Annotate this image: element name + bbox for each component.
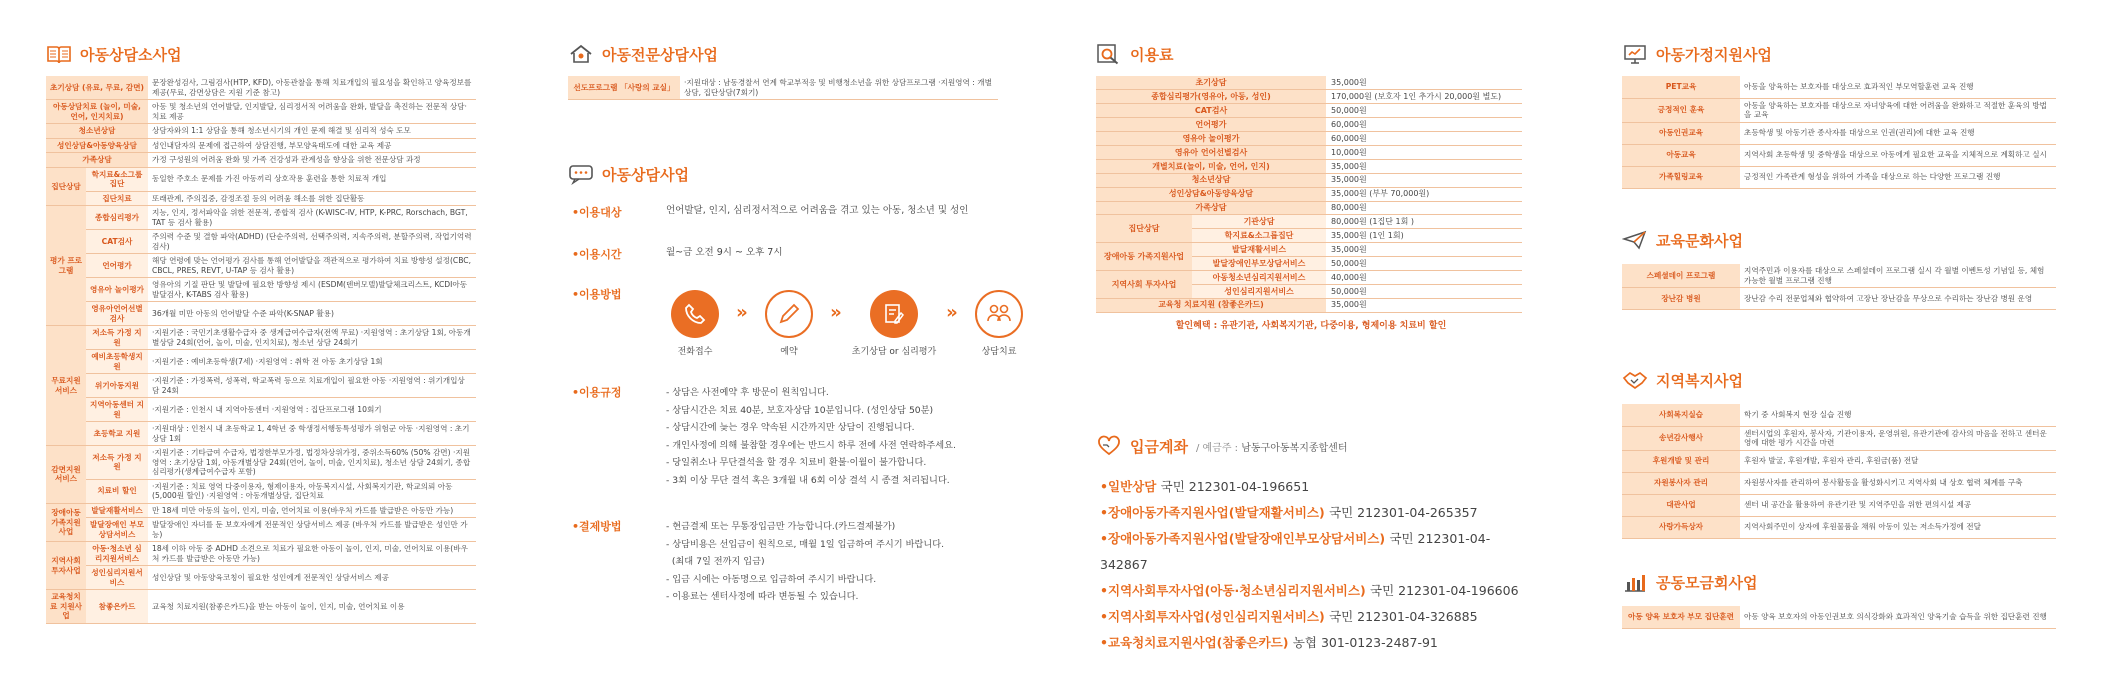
fee-amount: 50,000원 [1326,104,1522,118]
fee-amount: 170,000원 (보호자 1인 추가시 20,000원 별도) [1326,90,1522,104]
rules-list [666,384,956,490]
fee-category: 가족상담 [1096,201,1326,215]
list-item: - 이용료는 센터사정에 따라 변동될 수 있습니다. [666,591,859,603]
section-title: 이용료 [1130,45,1174,64]
account-item [1100,578,1530,604]
row-category: 장애아동 가족지원 사업 [46,503,86,542]
fee-amount: 80,000원 [1326,201,1522,215]
fee-row [1096,187,1522,201]
fee-row [1096,76,1522,90]
program-description: 센터 내 공간을 활용하여 유관기관 및 지역주민을 위한 편의시설 제공 [1740,494,2056,516]
fee-amount: 35,000원 [1326,173,1522,187]
row-subcategory: 성인심리지원서비스 [86,566,148,590]
fee-row [1096,145,1522,159]
account-item [1100,526,1530,578]
row-category: 지역사회 투자사업 [46,542,86,590]
payment-list [666,518,944,606]
program-name: 사회복지실습 [1622,404,1740,426]
account-number: 국민 212301-04-196651 [1160,479,1310,494]
row-category: 무료지원 서비스 [46,326,86,446]
fee-subcategory: 아동청소년심리지원서비스 [1192,270,1326,284]
table-row [46,518,476,542]
row-subcategory: 학지료&소그룹집단 [86,167,148,191]
sarang-program-table [568,76,998,100]
fee-row [1096,159,1522,173]
section-title: 입금계좌 [1130,437,1188,456]
row-subcategory: 위기아동지원 [86,374,148,398]
section-title-family [1622,42,2056,66]
process-steps [660,290,1034,357]
section-title-expert-counseling [568,42,1008,66]
table-row [46,124,476,139]
row-description: 상담자와의 1:1 상담을 통해 청소년시기의 개인 문제 해결 및 심리적 성숙 도모 [148,124,476,139]
use-method-key: •이용방법 [572,288,622,301]
fee-category: CAT검사 [1096,104,1326,118]
fee-amount: 35,000원 [1326,76,1522,90]
fee-amount: 50,000원 [1326,257,1522,271]
row-subcategory: 집단치료 [86,191,148,206]
row-subcategory: CAT검사 [86,230,148,254]
section-title: 아동상담소사업 [80,45,182,64]
row-description: ·지원대상 : 인천시 내 초등학교 1, 4학년 중 학생정서행동특성평가 위험군 아동 ·지원영역 : 초기상담 1회 [148,422,476,446]
table-row [1622,516,2056,538]
row-description: 18세 이하 아동 중 ADHD 소견으로 치료가 필요한 아동이 놀이, 인지, 미술, 언어치료 이용(바우처 카드를 발급받은 아동만 가능) [148,542,476,566]
program-name: PET교육 [1622,76,1740,98]
table-row [1622,288,2056,310]
table-row [46,230,476,254]
row-subcategory: 초등학교 지원 [86,422,148,446]
table-row [1622,144,2056,166]
fee-amount: 40,000원 [1326,270,1522,284]
row-description: 성인내담자의 문제에 접근하여 상담진행, 부모양육태도에 대한 교육 제공 [148,138,476,153]
program-name: 장난감 병원 [1622,288,1740,310]
table-row [46,100,476,124]
fee-row [1096,104,1522,118]
table-row [46,374,476,398]
fee-category: 교육청 치료지원 (참좋은카드) [1096,298,1326,312]
program-name: 송년감사행사 [1622,426,1740,450]
fee-amount: 35,000원 [1326,298,1522,312]
fee-category: 언어평가 [1096,118,1326,132]
fee-amount: 10,000원 [1326,145,1522,159]
account-number: 국민 212301-04-326885 [1329,609,1478,624]
row-subcategory: 저소득 가정 지원 [86,326,148,350]
program-description: 아동을 양육하는 보호자를 대상으로 효과적인 부모역할훈련 교육 진행 [1740,76,2056,98]
row-description: 주의력 수준 및 결함 파악(ADHD) (단순주의력, 선택주의력, 지속주의력, 분할주의력, 작업기억력 검사) [148,230,476,254]
column-family-support [1622,42,2056,681]
program-description: 학기 중 사회복지 현장 실습 진행 [1740,404,2056,426]
step-initial-counseling: 초기상담 or 심리평가 [848,290,940,357]
account-number: 국민 212301-04-342867 [1100,531,1491,572]
row-description: 또래관계, 주의집중, 감정조절 등의 어려움 해소를 위한 집단활동 [148,191,476,206]
document-edit-icon [881,301,907,327]
program-label: 선도프로그램 「사랑의 교실」 [568,76,680,100]
discount-note: 할인혜택 : 유관기관, 사회복지기관, 다중이용, 형제이용 치료비 할인 [1175,320,1447,331]
fee-amount: 35,000원 (부부 70,000원) [1326,187,1522,201]
fee-amount: 60,000원 [1326,118,1522,132]
table-row [46,398,476,422]
paper-plane-icon [1622,229,1648,251]
row-description: 36개월 미만 아동의 언어발달 수준 파악(K-SNAP 활용) [148,302,476,326]
row-description: 만 18세 미만 아동의 놀이, 인지, 미술, 언어치료 이용(바우처 카드를 발급받은 아동만 가능) [148,503,476,518]
section-title: 지역복지사업 [1656,371,1743,390]
row-description: ·지원기준 : 기타급여 수급자, 법정한부모가정, 법정차상위가정, 중위소득60% (50% 감면) ·지원영역 : 초기상담 1회, 아동개별상담 24회(언어, 놀이, 미술, 인지치료), 청소년 상담 24회기, 종합심리평가(생계급여수급자 포함) [148,446,476,480]
row-category: 평가 프로그램 [46,206,86,326]
fee-amount: 80,000원 (1집단 1회 ) [1326,215,1522,229]
row-description: 아동 및 청소년의 언어발달, 인지발달, 심리정서적 어려움을 완화, 발달을 촉진하는 전문적 상담·치료 제공 [148,100,476,124]
program-description: 자원봉사자를 관리하여 봉사활동을 활성화시키고 지역사회 내 상호 협력 체계를 구축 [1740,472,2056,494]
row-description: 동일한 주호소 문제를 가진 아동끼리 상호작용 훈련을 통한 치료적 개입 [148,167,476,191]
fee-amount: 35,000원 (1인 1회) [1326,229,1522,243]
fee-amount: 60,000원 [1326,132,1522,146]
table-row [1622,426,2056,450]
magnifier-icon [1096,43,1122,65]
table-row [1622,264,2056,288]
row-subcategory: 영유아 놀이평가 [86,278,148,302]
list-item: - 상담은 사전예약 후 방문이 원칙입니다. [666,387,829,398]
account-item [1100,500,1530,526]
row-description: ·지원기준 : 가정폭력, 성폭력, 학교폭력 등으로 치료개입이 필요한 아동 ·지원영역 : 위기개입상담 24회 [148,374,476,398]
account-item [1100,474,1530,500]
payment-key: •결제방법 [572,520,622,533]
row-category: 초기상담 (유료, 무료, 감면) [46,76,148,100]
step-reservation: 예약 [754,290,824,357]
program-description: 지역주민과 이용자를 대상으로 스페셜데이 프로그램 실시 각 월별 이벤트성 기념일 등, 체험 가능한 월별 프로그램 진행 [1740,264,2056,288]
fee-amount: 50,000원 [1326,284,1522,298]
list-item: - 상담비용은 선입금이 원칙으로, 매월 1일 입금하여 주시기 바랍니다. [666,538,944,550]
table-row [46,191,476,206]
fundraising-table [1622,606,2056,629]
account-holder: / 예금주 : 남동구아동복지종합센터 [1195,442,1348,454]
account-list [1100,474,1530,656]
fee-amount: 35,000원 [1326,159,1522,173]
fee-category: 성인상담&아동양육상담 [1096,187,1326,201]
table-row [1622,122,2056,144]
use-target-key: •이용대상 [572,206,622,219]
account-number: 농협 301-0123-2487-91 [1292,635,1438,650]
row-description: ·지원기준 : 치료 영역 다중이용자, 형제이용자, 아동복지시설, 사회복지기관, 학교의뢰 아동 (5,000원 할인) ·지원영역 : 아동개별상담, 집단치료 [148,479,476,503]
book-icon [46,43,72,65]
column-fees [1096,42,1526,681]
section-title-fundraising [1622,570,1757,594]
row-subcategory: 예비초등학생지원 [86,350,148,374]
fee-row [1096,132,1522,146]
phone-icon [682,301,708,327]
fee-row [1096,118,1522,132]
list-item: (최대 7일 전까지 입금) [666,556,765,568]
table-row [1622,98,2056,122]
row-description: 발달장애인 자녀를 둔 보호자에게 전문적인 상담서비스 제공 (바우처 카드를 발급받은 성인만 가능) [148,518,476,542]
table-row [46,76,476,100]
account-item [1100,604,1530,630]
program-description: 긍정적인 가족관계 형성을 위하여 가족을 대상으로 하는 다양한 프로그램 진행 [1740,166,2056,188]
account-number: 국민 212301-04-265357 [1329,505,1478,520]
program-name: 가족힐링교육 [1622,166,1740,188]
fee-category: 종합심리평가(영유아, 아동, 성인) [1096,90,1326,104]
table-row [46,566,476,590]
program-name: 사랑가득상자 [1622,516,1740,538]
column-expert-counseling [568,42,1017,681]
program-name: 아동교육 [1622,144,1740,166]
list-item: - 3회 이상 무단 결석 혹은 3개월 내 6회 이상 결석 시 종결 처리됩니다. [666,474,950,486]
row-category: 가족상담 [46,153,148,168]
row-description: 가정 구성원의 어려움 완화 및 가족 건강성과 관계성을 향상을 위한 전문상담 과정 [148,153,476,168]
row-subcategory: 영유아언어선별검사 [86,302,148,326]
list-item: - 입금 시에는 아동명으로 입금하여 주시기 바랍니다. [666,573,877,585]
section-title-child-counseling-project [568,162,689,186]
program-description: 후원자 발굴, 후원개발, 후원자 관리, 후원금(품) 전달 [1740,450,2056,472]
row-description: ·지원기준 : 국민기초생활수급자 중 생계급여수급자(전액 무료) ·지원영역 : 초기상담 1회, 아동개별상담 24회(언어, 놀이, 미술, 인지치료), 청소년 상담 24회기 [148,326,476,350]
fee-row [1096,90,1522,104]
fees-table [1096,76,1522,313]
fee-category: 초기상담 [1096,76,1326,90]
fee-row [1096,173,1522,187]
fee-category: 지역사회 투자사업 [1096,270,1192,298]
fee-category: 집단상담 [1096,215,1192,243]
row-description: 문장완성검사, 그림검사(HTP, KFD), 아동관찰을 통해 치료개입의 필요성을 확인하고 양육정보를 제공(무료, 감면상담은 지원 기준 참고) [148,76,476,100]
program-name: 스페셜데이 프로그램 [1622,264,1740,288]
account-name: •일반상담 [1100,479,1157,494]
house-icon [568,43,594,65]
row-subcategory: 종합심리평가 [86,206,148,230]
row-subcategory: 발달재활서비스 [86,503,148,518]
child-counseling-table [46,76,476,624]
table-row [46,302,476,326]
section-title: 아동전문상담사업 [602,45,718,64]
list-item: - 상담시간에 늦는 경우 약속된 시간까지만 상담이 진행됩니다. [666,422,915,434]
table-row [1622,404,2056,426]
table-row [1622,450,2056,472]
fee-subcategory: 발달재활서비스 [1192,243,1326,257]
program-name: 대관사업 [1622,494,1740,516]
step-phone: 전화접수 [660,290,730,357]
program-name: 자원봉사자 관리 [1622,472,1740,494]
list-item: - 당일취소나 무단결석을 할 경우 치료비 환불·이월이 불가합니다. [666,457,927,469]
row-category: 집단상담 [46,167,86,206]
table-row [46,446,476,480]
row-description: 교육청 치료지원(참좋은카드)을 받는 아동이 놀이, 인지, 미술, 언어치료 이용 [148,590,476,624]
section-title: 아동가정지원사업 [1656,45,1772,64]
row-description: 지능, 인지, 정서파악을 위한 전문적, 종합적 검사 (K-WISC-Ⅳ, HTP, K-PRC, Rorschach, BGT, TAT 등 검사 활용) [148,206,476,230]
account-name: •지역사회투자사업(성인심리지원서비스) [1100,609,1325,624]
row-subcategory: 발달장애인 부모상담서비스 [86,518,148,542]
fee-subcategory: 학지료&소그룹집단 [1192,229,1326,243]
row-description: 해당 연령에 맞는 언어평가 검사를 통해 언어발달을 객관적으로 평가하여 치료 방향성 설정(CBC, CBCL, PRES, REVT, U-TAP 등 검사 활용) [148,254,476,278]
list-item: - 현금결제 또는 무통장입금만 가능합니다.(카드결제불가) [666,521,896,532]
program-description: 센터시업의 후원자, 봉사자, 기관이용자, 운영위원, 유관기관에 감사의 마음을 전하고 센터운영에 대한 평가 시간을 마련 [1740,426,2056,450]
list-item: - 상담시간은 치료 40분, 보호자상담 10분입니다. (성인상담 50분) [666,404,934,416]
program-name: 아동인권교육 [1622,122,1740,144]
fee-category: 개별치료(놀이, 미술, 언어, 인지) [1096,159,1326,173]
fee-row [1096,270,1522,284]
table-row [46,206,476,230]
section-title: 공동모금회사업 [1656,573,1758,592]
program-value: ·지원대상 : 남동경찰서 연계 학교부적응 및 비행청소년을 위한 상담프로그램 ·지원영역 : 개별상담, 집단상담(7회기) [680,76,998,100]
use-rules-key: •이용규정 [572,386,622,399]
row-subcategory: 참좋은카드 [86,590,148,624]
row-subcategory: 지역아동센터 지원 [86,398,148,422]
program-description: 장난감 수리 전문업체와 협약하여 고장난 장난감을 무상으로 수리하는 장난감 병원 운영 [1740,288,2056,310]
fee-row [1096,201,1522,215]
use-target-value: 언어발달, 인지, 심리정서적으로 어려움을 겪고 있는 아동, 청소년 및 성인 [666,205,969,216]
row-description: ·지원기준 : 예비초등학생(7세) ·지원영역 : 취학 전 아동 초기상담 1회 [148,350,476,374]
table-row [1622,606,2056,628]
family-support-table [1622,76,2056,189]
culture-table [1622,264,2056,310]
table-row [46,503,476,518]
fee-row [1096,243,1522,257]
row-category: 청소년상담 [46,124,148,139]
table-row [46,153,476,168]
list-item: - 개인사정에 의해 불참할 경우에는 반드시 하루 전에 사전 연락하주세요. [666,439,956,451]
account-name: •장애아동가족지원사업(발달재활서비스) [1100,505,1325,520]
pencil-icon [776,301,802,327]
fee-category: 청소년상담 [1096,173,1326,187]
table-row [46,254,476,278]
table-row [46,590,476,624]
program-name: 아동 양육 보호자 부모 집단훈련 [1622,606,1740,628]
fee-subcategory: 발달장애인부모상담서비스 [1192,257,1326,271]
program-description: 지역사회 초등학생 및 중학생을 대상으로 아동에게 필요한 교육을 지체적으로 계획하고 실시 [1740,144,2056,166]
table-row [46,422,476,446]
row-description: 영유아의 기질 판단 및 발달에 필요한 방향성 제시 (ESDM(덴버모델)발달체크리스트, KCDI아동발달검사, K-TABS 검사 활용) [148,278,476,302]
chat-icon [568,163,594,185]
row-description: ·지원기준 : 인천시 내 지역아동센터 ·지원영역 : 집단프로그램 10회기 [148,398,476,422]
presentation-icon [1622,43,1648,65]
row-subcategory: 치료비 할인 [86,479,148,503]
table-row [1622,472,2056,494]
account-item [1100,630,1530,656]
row-category: 교육청치료 지원사업 [46,590,86,624]
row-category: 감면지원 서비스 [46,446,86,504]
program-name: 후원개발 및 관리 [1622,450,1740,472]
section-title: 아동상담사업 [602,165,689,184]
arrow-icon: » [830,302,842,323]
account-number: 국민 212301-04-196606 [1370,583,1519,598]
table-row [46,479,476,503]
fee-subcategory: 성인심리지원서비스 [1192,284,1326,298]
fee-category: 영유아 놀이평가 [1096,132,1326,146]
program-description: 지역사회주민이 상자에 후원물품을 채워 아동이 있는 저소득가정에 전달 [1740,516,2056,538]
row-description: 성인상담 및 아동양육코칭이 필요한 성인에게 전문적인 상담서비스 제공 [148,566,476,590]
heart-hand-icon [1096,435,1122,457]
bar-chart-icon [1622,571,1648,593]
arrow-icon: » [736,302,748,323]
table-row [1622,166,2056,188]
arrow-icon: » [946,302,958,323]
people-icon [985,301,1013,327]
column-child-counseling [46,42,476,624]
table-row [46,326,476,350]
table-row [46,542,476,566]
section-title-bank [1096,434,1526,458]
section-title-child-counseling [46,42,476,66]
fee-row [1096,215,1522,229]
row-category: 성인상담&아동양육상담 [46,138,148,153]
table-row [46,278,476,302]
table-row [46,167,476,191]
program-description: 아동 양육 보호자의 아동인권보호 의식강화와 효과적인 양육기술 습득을 위한 집단훈련 진행 [1740,606,2056,628]
program-description: 초등학생 및 아동기관 종사자를 대상으로 인권(권리)에 대한 교육 진행 [1740,122,2056,144]
account-name: •장애아동가족지원사업(발달장애인부모상담서비스) [1100,531,1386,546]
welfare-table [1622,404,2056,539]
row-category: 아동상담치료 (놀이, 미술, 언어, 인지치료) [46,100,148,124]
account-name: •지역사회투자사업(아동·청소년심리지원서비스) [1100,583,1366,598]
fee-amount: 35,000원 [1326,243,1522,257]
table-row [46,350,476,374]
table-row [46,138,476,153]
table-row [1622,494,2056,516]
fee-row [1096,298,1522,312]
program-description: 아동을 양육하는 보호자를 대상으로 자녀양육에 대한 어려움을 완화하고 적절한 훈육의 방법을 교육 [1740,98,2056,122]
use-time-value: 월~금 오전 9시 ~ 오후 7시 [666,247,783,258]
row-subcategory: 언어평가 [86,254,148,278]
row-subcategory: 저소득 가정 지원 [86,446,148,480]
row-subcategory: 아동·청소년 심리지원서비스 [86,542,148,566]
fee-subcategory: 기관상담 [1192,215,1326,229]
use-time-key: •이용시간 [572,248,622,261]
section-title-fees [1096,42,1526,66]
program-name: 긍정적인 훈육 [1622,98,1740,122]
step-treatment: 상담치료 [964,290,1034,357]
section-title-culture [1622,228,1743,252]
table-row [1622,76,2056,98]
account-name: •교육청치료지원사업(참좋은카드) [1100,635,1289,650]
handshake-icon [1622,369,1648,391]
fee-category: 영유아 언어선별검사 [1096,145,1326,159]
section-title-welfare [1622,368,1743,392]
fee-category: 장애아동 가족지원사업 [1096,243,1192,271]
section-title: 교육문화사업 [1656,231,1743,250]
